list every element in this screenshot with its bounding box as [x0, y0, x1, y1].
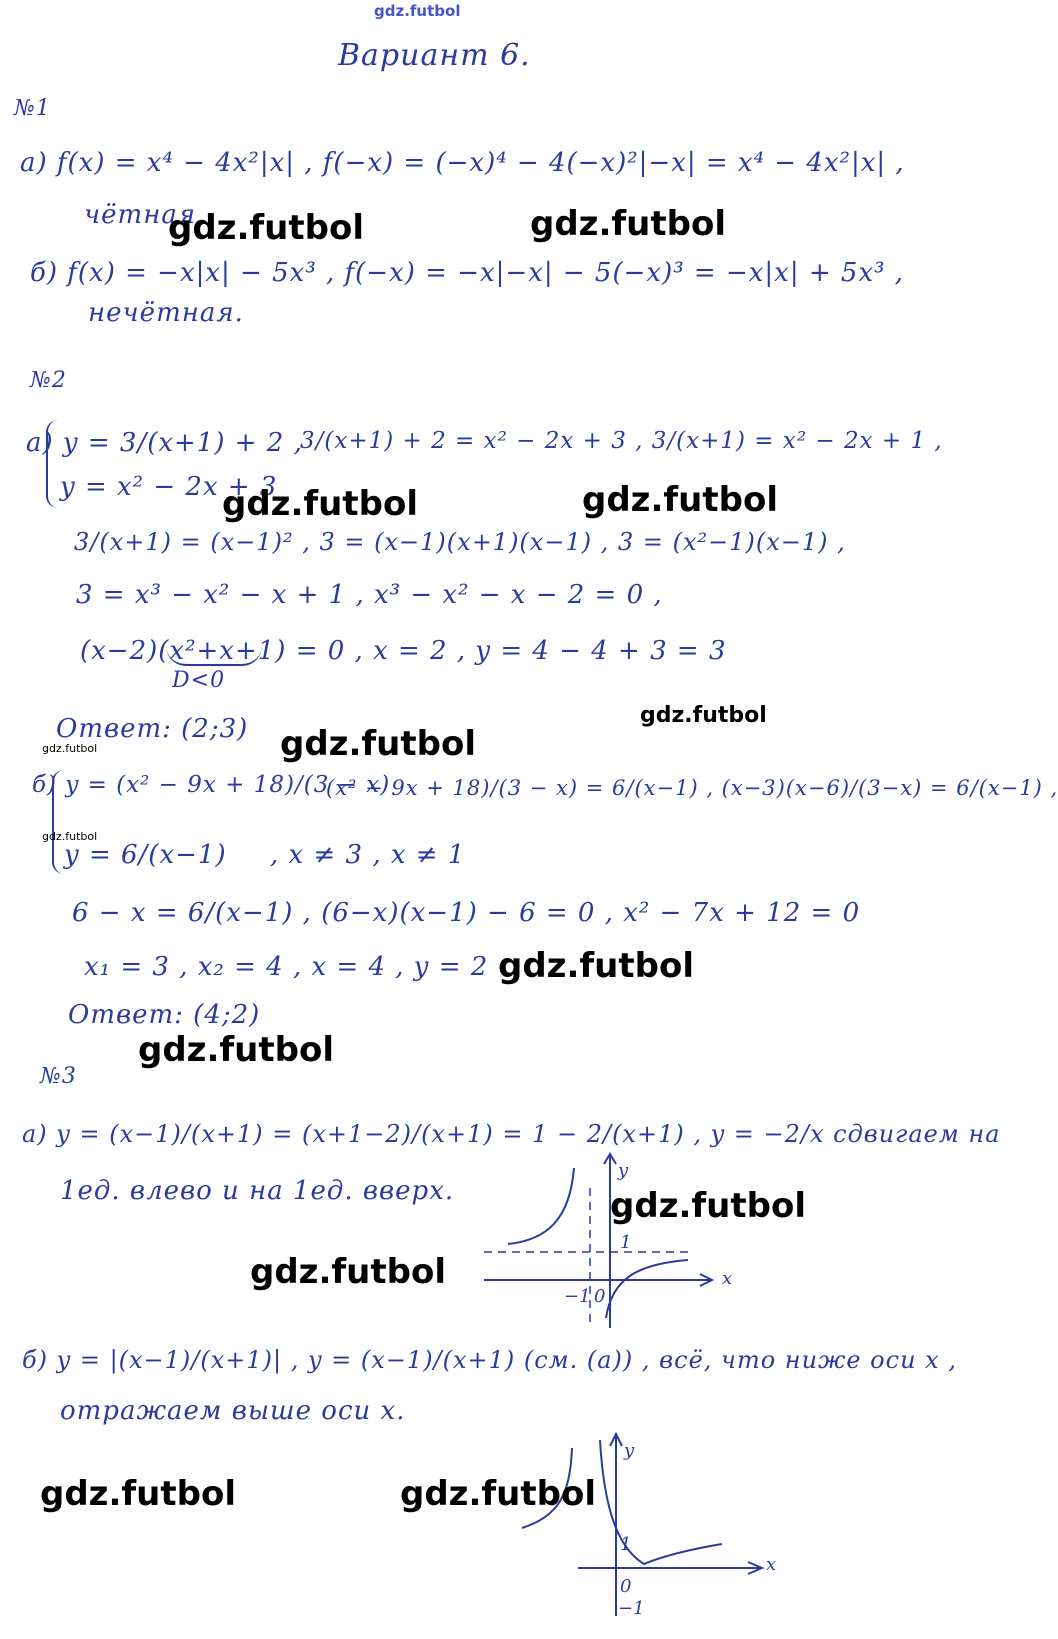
- graph-a-minus-one: −1: [564, 1286, 591, 1307]
- watermark: gdz.futbol: [280, 724, 476, 764]
- task2-a-note: D<0: [172, 668, 226, 693]
- graph-b-one: 1: [620, 1534, 632, 1555]
- graph-b-minus-one: −1: [618, 1598, 645, 1619]
- header-watermark: gdz.futbol: [374, 2, 461, 20]
- graph-a-x-label: x: [722, 1268, 733, 1289]
- task2-a-sys2: y = x² − 2x + 3: [60, 472, 278, 502]
- task2-b-sys2: y = 6/(x−1): [64, 840, 227, 870]
- task3-label: №3: [40, 1064, 77, 1089]
- watermark: gdz.futbol: [498, 946, 694, 986]
- task2-b-eq2: 6 − x = 6/(x−1) , (6−x)(x−1) − 6 = 0 , x² − 7x + 12 = 0: [72, 898, 861, 928]
- watermark: gdz.futbol: [222, 484, 418, 524]
- task2-b-sys1: б) y = (x² − 9x + 18)/(3 − x): [32, 772, 391, 798]
- watermark: gdz.futbol: [250, 1252, 446, 1292]
- watermark: gdz.futbol: [42, 742, 98, 755]
- graph-b-branch-right: [600, 1440, 722, 1564]
- task1-b-result: нечётная.: [88, 298, 244, 328]
- watermark: gdz.futbol: [40, 1474, 236, 1514]
- task3-a-line2: 1ед. влево и на 1ед. вверх.: [60, 1176, 455, 1206]
- watermark: gdz.futbol: [168, 208, 364, 248]
- task1-a-result: чётная.: [84, 200, 206, 230]
- task2-b-eq3: x₁ = 3 , x₂ = 4 , x = 4 , y = 2: [84, 952, 489, 982]
- watermark: gdz.futbol: [530, 204, 726, 244]
- task2-b-cond: , x ≠ 3 , x ≠ 1: [270, 840, 466, 870]
- task2-b-eq1: (x² − 9x + 18)/(3 − x) = 6/(x−1) , (x−3)(x−6)/(3−x) = 6/(x−1) ,: [326, 776, 1058, 800]
- graph-a-y-label: y: [618, 1160, 629, 1181]
- graph-a-one: 1: [620, 1232, 632, 1253]
- task2-a-eq4: (x−2)(x²+x+1) = 0 , x = 2 , y = 4 − 4 + 3 = 3: [80, 636, 727, 666]
- graph-b-x-label: x: [766, 1554, 777, 1575]
- graph-b-zero: 0: [620, 1576, 632, 1597]
- graph-a-branch-left: [508, 1168, 574, 1244]
- task2-b-answer: Ответ: (4;2): [68, 1000, 261, 1030]
- task2-a-sys1: а) y = 3/(x+1) + 2 ,: [26, 428, 303, 458]
- task3-b-line: б) y = |(x−1)/(x+1)| , y = (x−1)/(x+1) (см. (а)) , всё, что ниже оси x ,: [22, 1346, 957, 1374]
- task1-label: №1: [14, 96, 51, 121]
- discriminant-underline: [166, 646, 262, 666]
- task2-a-answer: Ответ: (2;3): [56, 714, 249, 744]
- watermark: gdz.futbol: [582, 480, 778, 520]
- watermark: gdz.futbol: [42, 830, 98, 843]
- task1-a-line: а) f(x) = x⁴ − 4x²|x| , f(−x) = (−x)⁴ − 4(−x)²|−x| = x⁴ − 4x²|x| ,: [20, 148, 905, 178]
- task1-b-line: б) f(x) = −x|x| − 5x³ , f(−x) = −x|−x| − 5(−x)³ = −x|x| + 5x³ ,: [30, 258, 905, 288]
- task2-a-eq3: 3 = x³ − x² − x + 1 , x³ − x² − x − 2 = 0 ,: [76, 580, 663, 610]
- task3-b-line2: отражаем выше оси x.: [60, 1396, 406, 1426]
- page-title: Вариант 6.: [338, 38, 531, 73]
- watermark: gdz.futbol: [610, 1186, 806, 1226]
- watermark: gdz.futbol: [640, 703, 767, 728]
- graph-b-y-label: y: [624, 1440, 635, 1461]
- task2-label: №2: [30, 368, 67, 393]
- task3-a-line: а) y = (x−1)/(x+1) = (x+1−2)/(x+1) = 1 − 2/(x+1) , y = −2/x сдвигаем на: [22, 1120, 1001, 1148]
- graph-a: [478, 1148, 738, 1338]
- watermark: gdz.futbol: [138, 1030, 334, 1070]
- task2-a-eq1: 3/(x+1) + 2 = x² − 2x + 3 , 3/(x+1) = x² − 2x + 1 ,: [300, 428, 943, 454]
- graph-a-branch-right: [606, 1260, 688, 1318]
- graph-a-zero: 0: [594, 1286, 606, 1307]
- graph-b: [508, 1420, 788, 1620]
- task2-a-eq2: 3/(x+1) = (x−1)² , 3 = (x−1)(x+1)(x−1) , 3 = (x²−1)(x−1) ,: [74, 528, 846, 556]
- watermark: gdz.futbol: [400, 1474, 596, 1514]
